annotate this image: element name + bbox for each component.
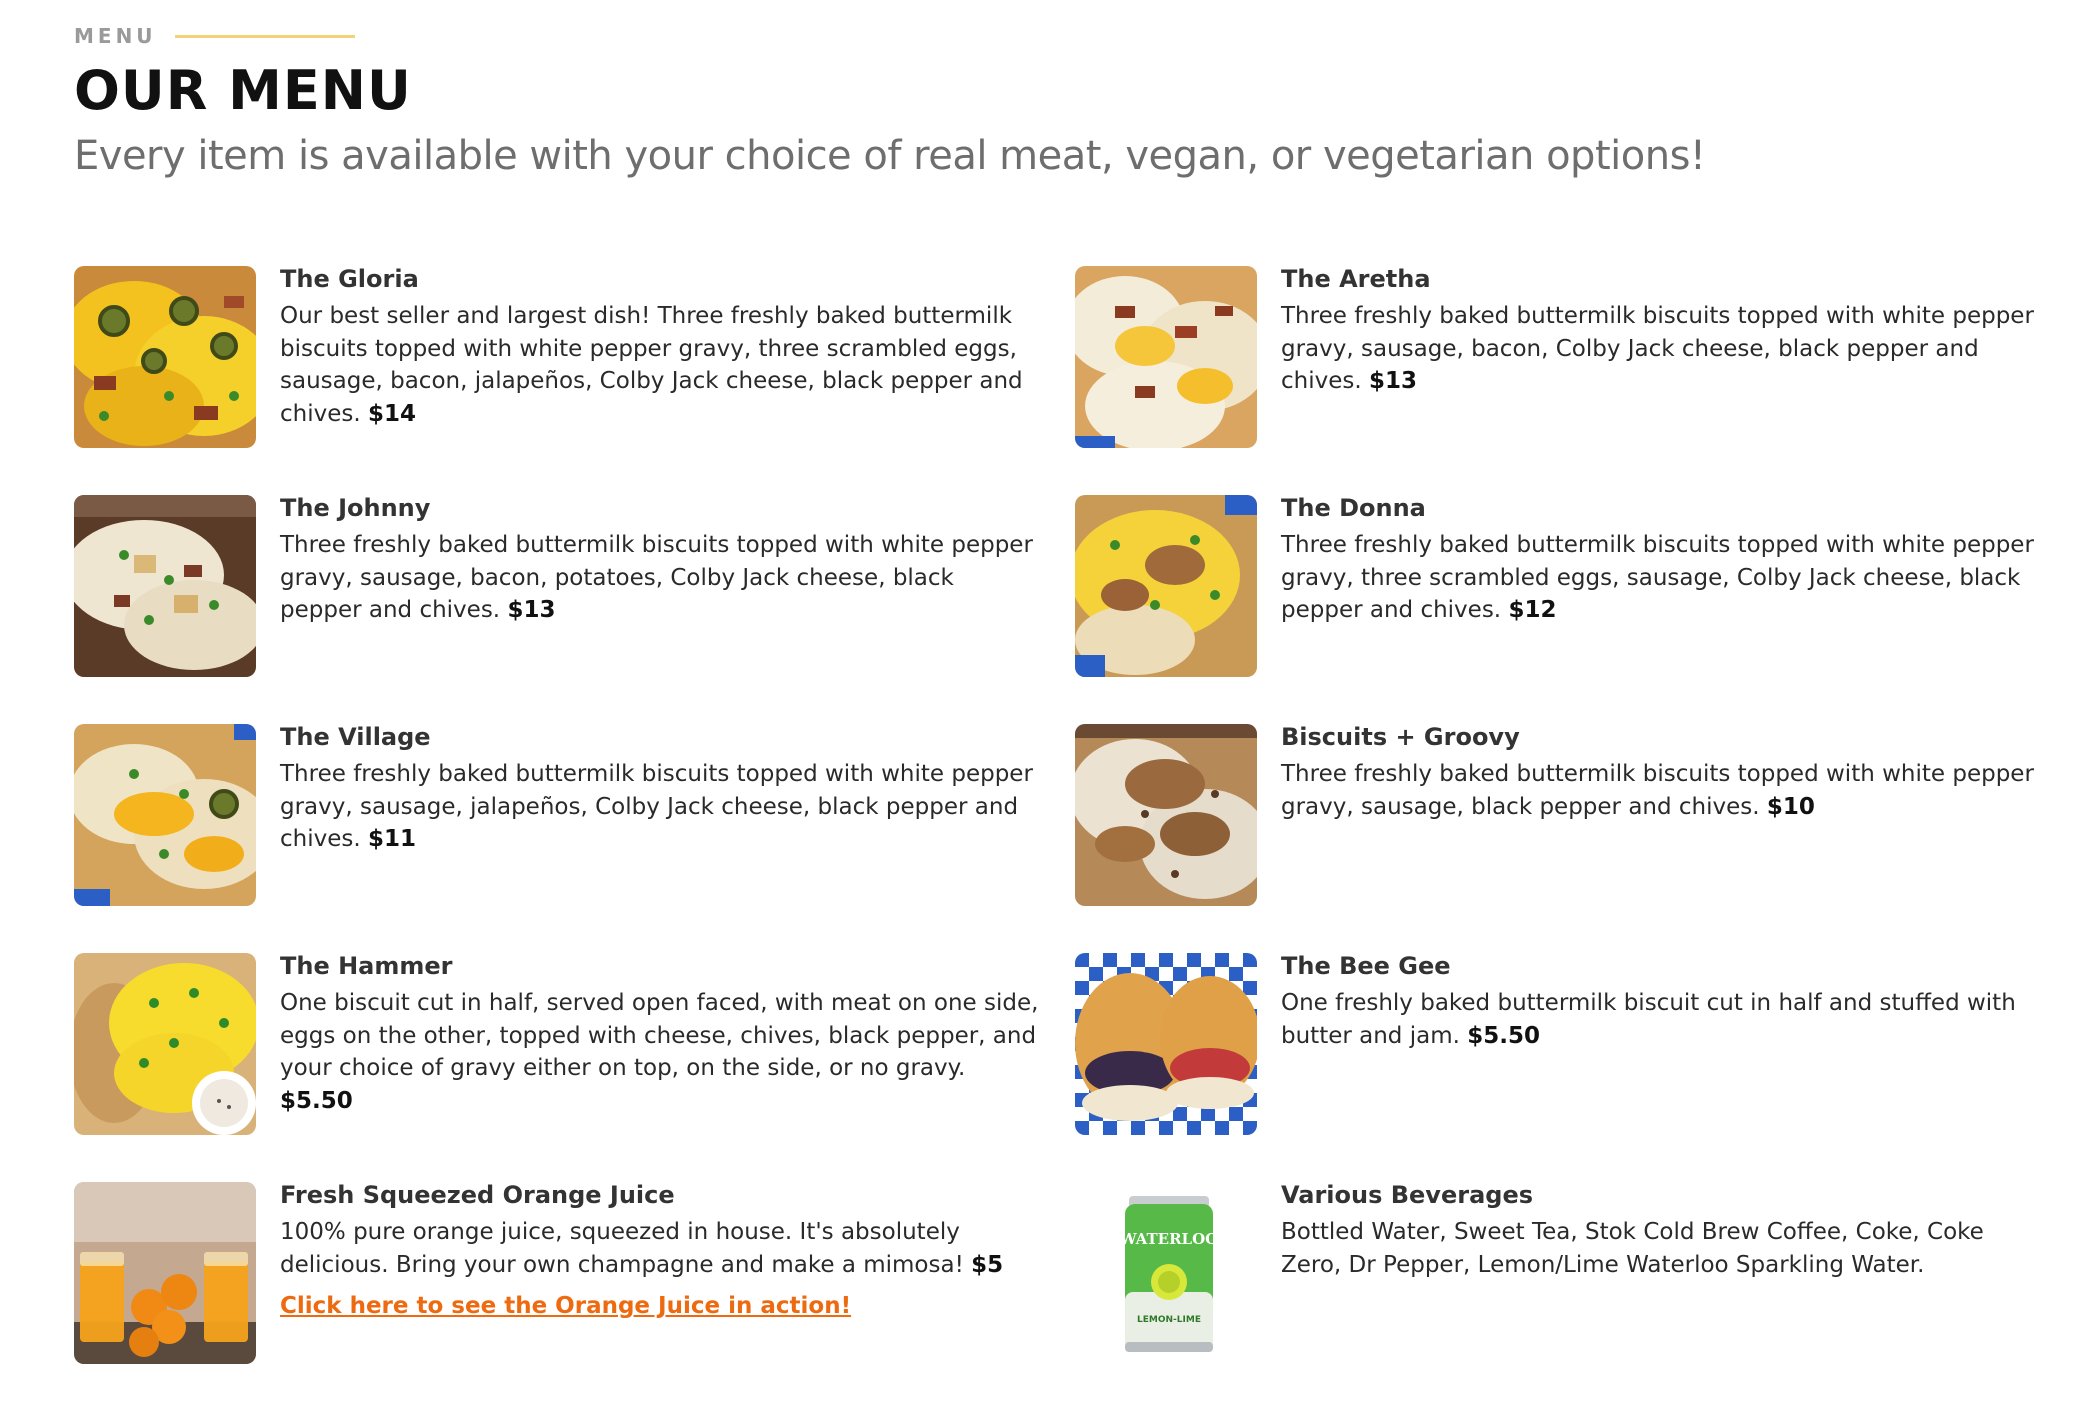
section-eyebrow bbox=[74, 22, 2034, 50]
menu-item-description: Three freshly baked buttermilk biscuits topped with white pepper gravy, sausage, bacon, potatoes, Colby Jack cheese, black pepper and chives. $13 bbox=[280, 532, 1033, 623]
menu-item-price: $13 bbox=[1368, 368, 1417, 394]
menu-item-info bbox=[280, 953, 1040, 1117]
menu-item-description: Our best seller and largest dish! Three freshly baked buttermilk biscuits topped with white pepper gravy, three scrambled eggs, sausage, bacon, jalapeños, Colby Jack cheese, black pepper and chives. $14 bbox=[280, 303, 1023, 427]
can-label: WATERLOO bbox=[1119, 1230, 1219, 1248]
page-subtitle: Every item is available with your choice of real meat, vegan, or vegetarian options! bbox=[74, 133, 1706, 179]
menu-item-description: 100% pure orange juice, squeezed in house. It's absolutely delicious. Bring your own champagne and make a mimosa! $5 bbox=[280, 1219, 1004, 1278]
menu-item-the-donna bbox=[1075, 495, 2034, 724]
menu-item-name: The Bee Gee bbox=[1281, 952, 1451, 980]
biscuits-groovy-photo bbox=[1075, 724, 1257, 906]
page-title: OUR MENU bbox=[74, 59, 412, 122]
menu-item-description: Three freshly baked buttermilk biscuits topped with white pepper gravy, three scrambled eggs, sausage, Colby Jack cheese, black pepper and chives. $12 bbox=[1281, 532, 2034, 623]
menu-item-price: $11 bbox=[367, 826, 416, 852]
menu-item-name: The Gloria bbox=[280, 265, 419, 293]
menu-item-name: The Village bbox=[280, 723, 431, 751]
the-aretha-photo bbox=[1075, 266, 1257, 448]
menu-item-the-village bbox=[74, 724, 1075, 953]
can-flavor: LEMON-LIME bbox=[1137, 1315, 1201, 1325]
menu-grid bbox=[74, 266, 2034, 1411]
menu-item-info bbox=[1281, 266, 2034, 398]
orange-juice-photo bbox=[74, 1182, 256, 1364]
menu-item-info bbox=[280, 266, 1040, 430]
menu-item-biscuits-groovy bbox=[1075, 724, 2034, 953]
menu-item-name: The Aretha bbox=[1281, 265, 1431, 293]
menu-item-info bbox=[1281, 495, 2034, 627]
menu-item-info bbox=[280, 495, 1040, 627]
the-village-photo bbox=[74, 724, 256, 906]
menu-item-description: Three freshly baked buttermilk biscuits topped with white pepper gravy, sausage, bacon, Colby Jack cheese, black pepper and chives. $13 bbox=[1281, 303, 2034, 394]
menu-item-price: $5 bbox=[971, 1251, 1004, 1278]
menu-item-the-aretha bbox=[1075, 266, 2034, 495]
menu-item-description: One biscuit cut in half, served open faced, with meat on one side, eggs on the other, topped with cheese, chives, black pepper, and your choice of gravy either on top, on the side, or no gravy. $5.50 bbox=[280, 990, 1039, 1114]
menu-item-info bbox=[1281, 724, 2034, 823]
the-bee-gee-photo bbox=[1075, 953, 1257, 1135]
menu-item-info bbox=[280, 724, 1040, 856]
orange-juice-video-link[interactable]: Click here to see the Orange Juice in action! bbox=[280, 1293, 852, 1319]
menu-item-description: Three freshly baked buttermilk biscuits topped with white pepper gravy, sausage, black pepper and chives. $10 bbox=[1281, 761, 2034, 820]
menu-item-orange-juice bbox=[74, 1182, 1075, 1411]
menu-item-price: $10 bbox=[1766, 793, 1815, 820]
menu-item-price: $13 bbox=[507, 597, 556, 623]
the-hammer-photo bbox=[74, 953, 256, 1135]
waterloo-can-photo bbox=[1075, 1182, 1257, 1364]
menu-item-name: The Hammer bbox=[280, 952, 453, 980]
menu-section bbox=[74, 22, 2034, 1325]
eyebrow-divider bbox=[175, 35, 355, 38]
menu-item-description: One freshly baked buttermilk biscuit cut in half and stuffed with butter and jam. $5.50 bbox=[1281, 990, 2016, 1049]
menu-item-name: The Donna bbox=[1281, 494, 1426, 522]
eyebrow-label: MENU bbox=[74, 24, 157, 48]
the-donna-photo bbox=[1075, 495, 1257, 677]
menu-item-info bbox=[280, 1182, 1040, 1319]
menu-item-price: $12 bbox=[1508, 597, 1557, 623]
menu-item-name: Biscuits + Groovy bbox=[1281, 723, 1520, 751]
menu-item-the-hammer bbox=[74, 953, 1075, 1182]
the-johnny-photo bbox=[74, 495, 256, 677]
menu-item-the-johnny bbox=[74, 495, 1075, 724]
menu-item-description: Three freshly baked buttermilk biscuits topped with white pepper gravy, sausage, jalapeños, Colby Jack cheese, black pepper and chives. $11 bbox=[280, 761, 1033, 852]
menu-item-price: $14 bbox=[367, 400, 416, 427]
the-gloria-photo bbox=[74, 266, 256, 448]
menu-item-name: Various Beverages bbox=[1281, 1181, 1533, 1209]
menu-item-name: The Johnny bbox=[280, 494, 431, 522]
menu-item-info bbox=[1281, 1182, 2034, 1281]
menu-item-the-gloria bbox=[74, 266, 1075, 495]
menu-item-the-bee-gee bbox=[1075, 953, 2034, 1182]
menu-item-info bbox=[1281, 953, 2034, 1052]
menu-item-various-beverages bbox=[1075, 1182, 2034, 1411]
menu-item-description: Bottled Water, Sweet Tea, Stok Cold Brew Coffee, Coke, Coke Zero, Dr Pepper, Lemon/Lime Waterloo Sparkling Water. bbox=[1281, 1219, 1984, 1278]
menu-item-price: $5.50 bbox=[1467, 1022, 1540, 1049]
menu-item-name: Fresh Squeezed Orange Juice bbox=[280, 1181, 675, 1209]
menu-item-price: $5.50 bbox=[280, 1087, 353, 1114]
